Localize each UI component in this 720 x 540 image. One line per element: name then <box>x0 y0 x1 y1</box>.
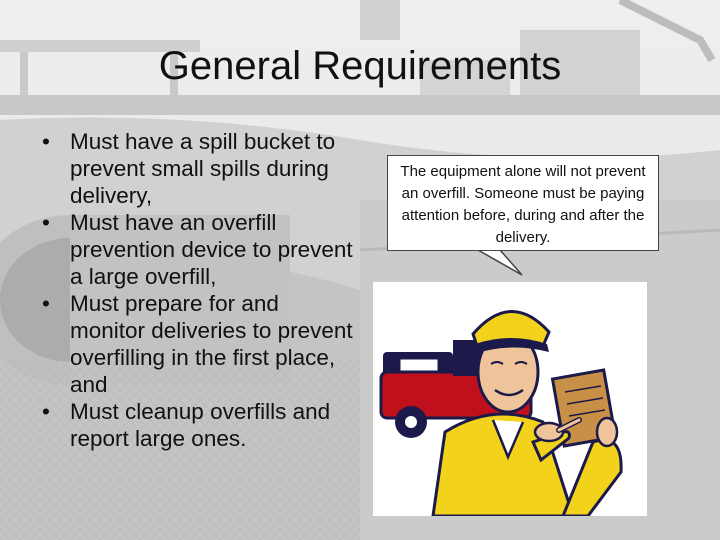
list-item-text: Must cleanup overfills and report large ones. <box>70 399 331 451</box>
list-item-text: Must have a spill bucket to prevent small spills during delivery, <box>70 129 336 208</box>
bullet-marker: • <box>42 399 50 424</box>
list-item <box>40 398 360 452</box>
requirements-list <box>40 128 360 452</box>
callout-box: The equipment alone will not prevent an overfill. Someone must be paying attention before, during and after the delivery. <box>387 155 659 251</box>
bullet-marker: • <box>42 210 50 235</box>
list-item-text: Must have an overfill prevention device to prevent a large overfill, <box>70 210 353 289</box>
list-item <box>40 209 360 290</box>
slide-title: General Requirements <box>158 44 562 88</box>
bullet-marker: • <box>42 291 50 316</box>
list-item <box>40 290 360 398</box>
delivery-driver-clipart-icon <box>373 282 647 516</box>
list-item <box>40 128 360 209</box>
list-item-text: Must prepare for and monitor deliveries to prevent overfilling in the first place, and <box>70 291 353 397</box>
bullet-marker: • <box>42 129 50 154</box>
